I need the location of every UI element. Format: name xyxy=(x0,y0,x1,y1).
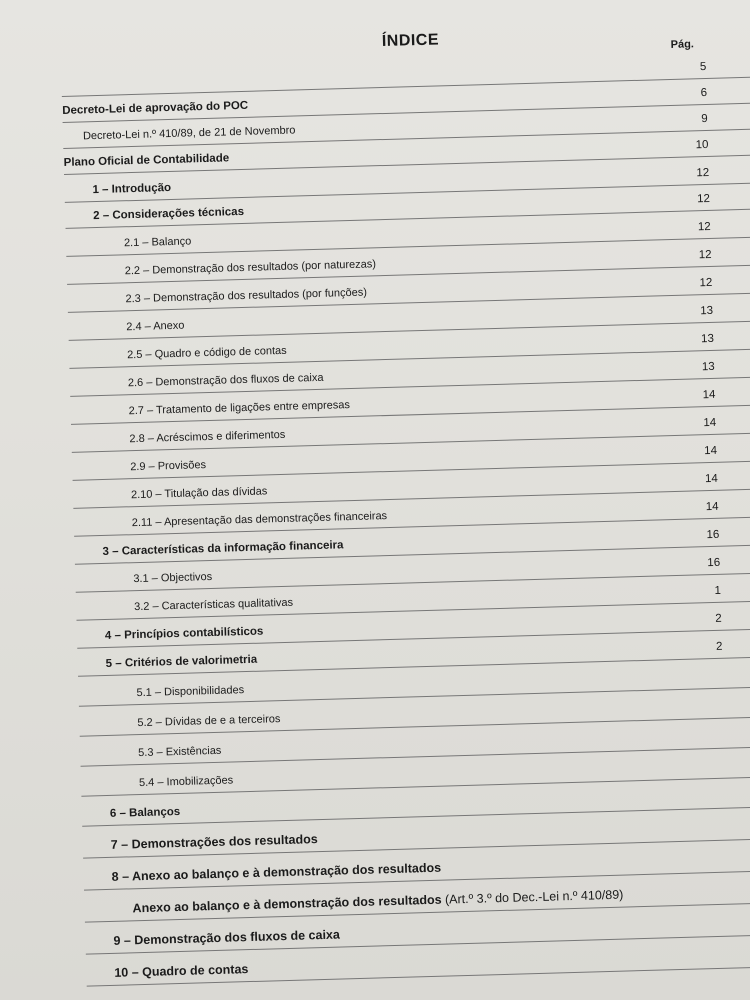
toc-entry-label: 3.2 – Características qualitativas xyxy=(133,596,294,614)
toc-entry-label: 5.4 – Imobilizações xyxy=(138,774,234,790)
toc-entry-page xyxy=(700,931,730,932)
toc-entry-label: 2.4 – Anexo xyxy=(126,319,185,334)
page-column-header: Pág. xyxy=(670,38,695,51)
toc-entry-page: 14 xyxy=(704,444,718,458)
toc-entry-page xyxy=(698,835,728,836)
toc-entry-page: 9 xyxy=(701,112,708,126)
toc-entry-page: 14 xyxy=(705,500,719,514)
toc-entry-label: Decreto-Lei de aprovação do POC xyxy=(62,99,249,117)
toc-entry-label: 3.1 – Objectivos xyxy=(133,570,213,586)
toc-entry-page: 13 xyxy=(700,304,714,318)
toc-entry-label: 1 – Introdução xyxy=(92,181,172,197)
index-title: ÍNDICE xyxy=(381,31,440,51)
toc-entry-page xyxy=(701,963,731,964)
toc-entry-page: 13 xyxy=(701,360,715,374)
toc-entry-label: 8 – Anexo ao balanço e à demonstração dos resultados xyxy=(111,860,442,884)
toc-entry-page xyxy=(694,713,724,714)
toc-entry-label: 2.3 – Demonstração dos resultados (por funções) xyxy=(125,286,368,306)
toc-entry-label: 5.2 – Dívidas de e a terceiros xyxy=(137,713,281,730)
toc-entry-label: 2.9 – Provisões xyxy=(130,459,207,474)
toc-entry-label: 3 – Características da informação financeira xyxy=(102,539,344,559)
toc-entry-label: 5.1 – Disponibilidades xyxy=(136,684,245,700)
toc-entry-label-suffix: (Art.º 3.º do Dec.-Lei n.º 410/89) xyxy=(441,887,624,907)
toc-entry-label: 9 – Demonstração dos fluxos de caixa xyxy=(113,927,341,948)
toc-entry-label: 2.1 – Balanço xyxy=(123,235,192,250)
toc-entry-label: 2.11 – Apresentação das demonstrações financeiras xyxy=(131,510,388,530)
toc-entry-page: 10 xyxy=(695,138,709,152)
index-sheet xyxy=(60,9,750,1000)
toc-entry-page: 16 xyxy=(707,556,721,570)
toc-entry-page xyxy=(697,803,727,804)
toc-entry-page: 14 xyxy=(704,472,718,486)
toc-entry-label: 5 – Critérios de valorimetria xyxy=(105,653,258,670)
toc-entry-page xyxy=(699,867,729,868)
toc-entry-label: 2.6 – Demonstração dos fluxos de caixa xyxy=(127,371,324,390)
toc-entry-label: 2.5 – Quadro e código de contas xyxy=(126,344,287,362)
toc-entry-label: 2 – Considerações técnicas xyxy=(93,205,245,223)
toc-entry-page: 5 xyxy=(699,60,707,74)
toc-entry-page xyxy=(693,683,723,684)
toc-entry-page: 1 xyxy=(714,584,722,597)
toc-entry-page: 2 xyxy=(715,612,722,625)
toc-entry-label: 2.10 – Titulação das dívidas xyxy=(130,485,268,502)
toc-entry-label xyxy=(132,888,623,916)
toc-entry-label: 7 – Demonstrações dos resultados xyxy=(110,832,318,852)
toc-entry-page xyxy=(700,899,730,900)
toc-entry-page: 12 xyxy=(699,276,713,290)
toc-entry-label-main: Anexo ao balanço e à demonstração dos resultados xyxy=(132,892,442,916)
toc-entry-page: 12 xyxy=(697,220,711,234)
toc-entry-label: Plano Oficial de Contabilidade xyxy=(63,152,230,169)
toc-entry-label: 6 – Balanços xyxy=(109,805,181,820)
toc-entry-label: 2.7 – Tratamento de ligações entre empresas xyxy=(128,399,351,418)
toc-entry-label: Decreto-Lei n.º 410/89, de 21 de Novembro xyxy=(82,124,296,143)
toc-entry-page: 2 xyxy=(715,640,723,653)
toc-entry-page: 12 xyxy=(696,166,710,180)
toc-entry-page: 14 xyxy=(703,416,717,430)
toc-entry-page: 12 xyxy=(698,248,712,262)
toc-entry-page: 14 xyxy=(702,388,716,402)
toc-entry-page: 12 xyxy=(697,192,711,206)
toc-entry-page: 13 xyxy=(700,332,715,346)
toc-entry-page xyxy=(696,773,726,774)
toc-entry-label: 4 – Princípios contabilísticos xyxy=(104,625,264,642)
toc-entry-label: 5.3 – Existências xyxy=(138,744,222,760)
toc-entry-page: 16 xyxy=(706,528,720,542)
toc-entry-page xyxy=(695,743,725,744)
toc-entry-label: 10 – Quadro de contas xyxy=(114,962,249,980)
toc-entry-label: 2.2 – Demonstração dos resultados (por naturezas) xyxy=(124,258,377,278)
toc-entry-page: 6 xyxy=(700,86,708,100)
toc-entry-label: 2.8 – Acréscimos e diferimentos xyxy=(129,428,286,446)
